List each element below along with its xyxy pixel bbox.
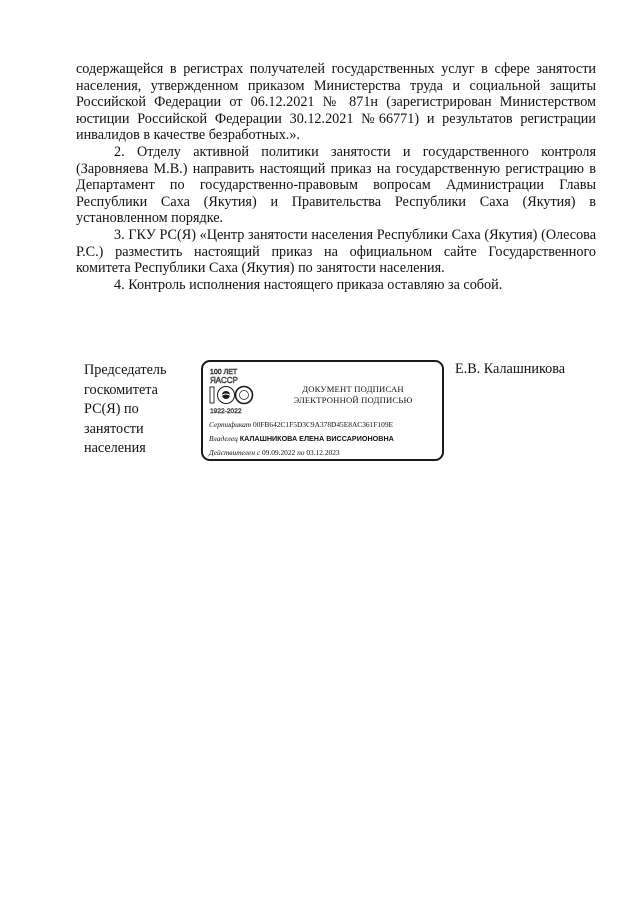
position-line: РС(Я) по — [84, 401, 139, 418]
owner-value: КАЛАШНИКОВА ЕЛЕНА ВИССАРИОНОВНА — [239, 434, 394, 443]
validity-label: Действителен с — [209, 448, 261, 457]
signatory-name: Е.В. Калашникова — [455, 361, 566, 377]
electronic-signature-stamp — [201, 360, 444, 461]
certificate-row — [209, 420, 393, 429]
signatory-position — [84, 361, 194, 459]
logo-text-years: 1922-2022 — [210, 408, 242, 415]
owner-label: Владелец — [209, 434, 238, 443]
owner-row — [209, 434, 394, 443]
position-line: населения — [84, 440, 146, 457]
position-line: госкомитета — [84, 381, 158, 398]
logo-text-top: 100 ЛЕТ — [210, 369, 238, 376]
stamp-title — [263, 384, 443, 406]
position-line: Председатель — [84, 362, 167, 378]
validity-row — [209, 448, 340, 457]
stamp-title-line1: ДОКУМЕНТ ПОДПИСАН — [302, 384, 404, 394]
validity-to-label: по — [297, 448, 305, 457]
paragraph-item-2: 2. Отделу активной политики занятости и государственного контроля (Заровняева М.В.) направить настоящий приказ на государственную регистрацию в Департамент по государственно-правовым вопросам Администрации Главы Республики Саха (Якутия) и Правительства Республики Саха (Якутия) в установленном порядке. — [76, 143, 596, 227]
paragraph-continuation: содержащейся в регистрах получателей государственных услуг в сфере занятости населения, утвержденном приказом Министерства труда и социальной защиты Российской Федерации от 06.12.2021 № 871н (зарегистрирован Министерством юстиции Российской Федерации 30.12.2021 №66771) и результатов регистрации инвалидов в качестве безработных.». — [76, 61, 596, 144]
position-line: занятости — [84, 420, 144, 437]
certificate-value: 00FB642C1F5D3C9A378D45E8AC361F109E — [253, 420, 394, 429]
paragraph-item-3: 3. ГКУ РС(Я) «Центр занятости населения Республики Саха (Якутия) (Олесова Р.С.) разместить настоящий приказ на официальном сайте Государственного комитета Республики Саха (Якутия) по занятости населения. — [76, 226, 596, 277]
document-body — [76, 61, 596, 293]
paragraph-item-4: 4. Контроль исполнения настоящего приказа оставляю за собой. — [114, 276, 503, 293]
certificate-label: Сертификат — [209, 420, 252, 429]
stamp-title-line2: ЭЛЕКТРОННОЙ ПОДПИСЬЮ — [293, 395, 413, 405]
validity-from: 09.09.2022 — [261, 448, 296, 457]
validity-to: 03.12.2023 — [306, 448, 340, 457]
logo-text-middle: ЯАССР — [210, 376, 238, 385]
jubilee-logo-icon — [206, 365, 262, 417]
